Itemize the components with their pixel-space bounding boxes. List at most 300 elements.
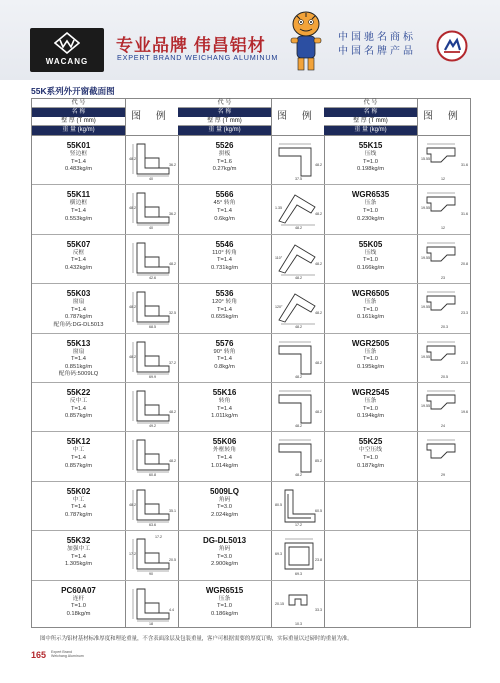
section-title: 55K系列外开窗截面图: [31, 86, 115, 96]
header-banner: [0, 0, 500, 80]
profile-info: [178, 189, 271, 223]
profile-name: 中工: [72, 496, 85, 503]
dimension-label: 40: [149, 177, 153, 181]
logo-text: WACANG: [45, 57, 89, 66]
page-brand-line-1: Expert Brand: [51, 650, 72, 654]
profile-name: 竖边框: [69, 151, 88, 157]
profile-name: 110° 转角: [212, 249, 237, 256]
dimension-label: 36.2: [169, 163, 176, 167]
trademark-badge-icon: [436, 30, 468, 62]
profile-weight: 0.857kg/m: [64, 462, 93, 469]
dimension-label: 48.2: [295, 473, 302, 478]
profile-drawing-cell: [125, 484, 178, 528]
dimension-label: 36.2: [169, 212, 176, 217]
profile-drawing-cell: [417, 187, 470, 231]
profile-drawing: [417, 434, 470, 478]
profile-drawing: [125, 336, 178, 380]
profile-weight: 1.305kg/m: [64, 561, 93, 568]
profile-thickness: T=1.6: [217, 158, 232, 165]
profile-drawing-cell: [417, 336, 470, 380]
profile-info: [178, 585, 271, 619]
profile-drawing: [417, 336, 470, 380]
dimension-label: 23.3: [461, 311, 468, 316]
profile-name: 窗扇: [72, 299, 85, 306]
row-divider: [32, 580, 470, 581]
profile-weight: 0.857kg/m: [64, 413, 93, 420]
profile-outline: [137, 144, 169, 174]
profile-drawing-cell: [125, 138, 178, 182]
profile-thickness: T=1.0: [217, 603, 232, 610]
profile-thickness: T=1.0: [363, 158, 378, 165]
profile-outline: [137, 391, 169, 421]
profile-weight: 0.161kg/m: [356, 314, 385, 321]
dimension-label: 48.2: [129, 305, 136, 310]
profile-info: [32, 239, 125, 273]
profile-drawing-cell: [271, 484, 324, 528]
profile-drawing: [417, 385, 470, 429]
dimension-label: 48.2: [169, 459, 176, 464]
dimension-label: 18: [149, 621, 153, 626]
dimension-label: 19.55: [421, 404, 430, 408]
profile-info: [32, 140, 125, 174]
profile-outline: [279, 346, 311, 374]
profile-info: [324, 189, 417, 223]
dimension-label: 17.2: [295, 522, 302, 527]
profile-drawing-cell: [271, 434, 324, 478]
profile-info: [178, 387, 271, 421]
profile-weight: 0.27kg/m: [212, 166, 237, 173]
profile-outline: [137, 589, 169, 619]
profile-info: [32, 387, 125, 421]
profile-thickness: T=1.0: [363, 257, 378, 264]
dimension-label: 37.5: [295, 177, 302, 181]
profile-drawing: [125, 286, 178, 330]
profile-drawing: [271, 583, 324, 627]
logo-mark-icon: [54, 32, 80, 54]
dimension-label: 19.55: [421, 206, 430, 211]
profile-info: [178, 288, 271, 322]
profile-name: 角码: [218, 546, 231, 553]
profile-name: 90° 转角: [213, 348, 236, 355]
dimension-label: 40: [149, 226, 153, 231]
profile-code: 55K12: [66, 437, 91, 447]
profile-thickness: T=1.4: [71, 158, 86, 165]
page-number: 165: [31, 650, 47, 660]
dimension-label: 48.2: [295, 424, 302, 428]
profile-thickness: T=1.0: [363, 405, 378, 412]
profile-weight: 0.8kg/m: [214, 363, 235, 370]
profile-name: 中空压线: [358, 447, 383, 454]
profile-drawing: [125, 138, 178, 182]
profile-name: 压条: [364, 398, 377, 404]
dimension-label: 48.2: [315, 212, 322, 217]
header-weight: 重 量 (kg/m): [32, 126, 125, 135]
dimension-label: 32.5: [169, 311, 176, 316]
profile-code: 55K32: [66, 536, 91, 546]
profile-outline: [289, 595, 307, 605]
profile-weight: 0.851kg/m: [64, 363, 93, 370]
profile-drawing: [417, 286, 470, 330]
profile-info: [178, 338, 271, 372]
slogan-line-2: 中国名牌产品: [338, 46, 416, 57]
dimension-label: 1.35: [275, 206, 282, 211]
profile-code: 55K25: [358, 437, 383, 447]
profile-thickness: T=3.0: [217, 504, 232, 511]
profile-drawing-cell: [271, 336, 324, 380]
dimension-label: 69.9: [149, 374, 156, 379]
profile-weight: 0.432kg/m: [64, 264, 93, 271]
header-example: 图 例: [131, 111, 172, 122]
profile-name: 拼板: [218, 151, 231, 157]
profile-info: [324, 387, 417, 421]
profile-thickness: T=1.4: [71, 504, 86, 511]
profile-code: 5536: [215, 289, 234, 299]
profile-outline: [279, 245, 315, 273]
profile-outline: [137, 193, 169, 223]
profile-drawing: [125, 434, 178, 478]
profile-weight: 0.655kg/m: [210, 314, 239, 321]
row-divider: [32, 530, 470, 531]
profile-info: [178, 535, 271, 569]
profile-thickness: T=1.4: [71, 207, 86, 214]
profile-code: DG-DL5013: [202, 536, 247, 546]
profile-drawing-cell: [417, 286, 470, 330]
profile-info: [32, 189, 125, 223]
profile-drawing-cell: [125, 583, 178, 627]
profile-info: [32, 585, 125, 619]
header-name: 名 称: [32, 108, 125, 117]
dimension-label: 48.2: [169, 410, 176, 414]
header-thickness: 壁 厚 (T mm): [324, 117, 417, 126]
row-divider: [32, 234, 470, 235]
profile-code: PC60A07: [61, 585, 96, 595]
profile-info: [324, 239, 417, 273]
dimension-label: 19.55: [421, 305, 430, 310]
dimension-label: 31.6: [461, 163, 468, 167]
profile-outline: [279, 444, 311, 472]
profile-drawing: [271, 237, 324, 281]
dimension-label: 48.2: [295, 275, 302, 280]
profile-drawing-cell: [125, 385, 178, 429]
header-name: 名 称: [178, 108, 271, 117]
profile-name: 角码: [218, 496, 231, 503]
profile-outline: [279, 195, 315, 223]
header-code: 代 号: [32, 99, 125, 108]
profile-thickness: T=1.4: [71, 405, 86, 412]
dimension-label: 48.2: [315, 360, 322, 365]
profile-code: 55K22: [66, 388, 91, 397]
profile-info: [32, 288, 125, 329]
dimension-label: 48.2: [129, 206, 136, 211]
profile-info: [32, 486, 125, 520]
dimension-label: 23: [441, 275, 445, 280]
profile-drawing: [125, 237, 178, 281]
profile-drawing-cell: [271, 138, 324, 182]
dimension-label: 23.3: [461, 360, 468, 365]
profile-info: [178, 486, 271, 520]
profile-name: 压条: [364, 200, 377, 207]
profile-code: WGR6535: [351, 190, 390, 200]
divider: [32, 135, 470, 136]
profile-thickness: T=1.4: [217, 257, 232, 264]
dimension-label: 19.6: [461, 410, 468, 414]
wacang-logo: [30, 28, 104, 72]
header-thickness: 壁 厚 (T mm): [178, 117, 271, 126]
dimension-label: 48.2: [295, 374, 302, 379]
profile-weight: 0.166kg/m: [356, 264, 385, 271]
profile-thickness: T=1.4: [71, 257, 86, 264]
profile-outline: [427, 197, 455, 211]
dimension-label: 120°: [275, 305, 283, 310]
dimension-label: 17.2: [129, 552, 136, 557]
profile-drawing-cell: [417, 138, 470, 182]
dimension-label: 48.2: [169, 261, 176, 266]
profile-info: [324, 436, 417, 470]
profile-drawing-cell: [271, 286, 324, 330]
profile-drawing-cell: [417, 434, 470, 478]
profile-code: 55K06: [212, 437, 237, 447]
profile-drawing: [417, 138, 470, 182]
profile-code: 55K05: [358, 239, 383, 249]
profile-name: 反框: [72, 249, 85, 256]
profile-drawing-cell: [271, 583, 324, 627]
dimension-label: 4.4: [169, 607, 174, 612]
profile-drawing: [417, 237, 470, 281]
profile-drawing: [271, 187, 324, 231]
profile-name: 转角: [218, 398, 231, 404]
profile-info: [32, 535, 125, 569]
profile-table: [31, 98, 471, 628]
profile-code: 55K01: [66, 141, 91, 150]
profile-drawing: [417, 187, 470, 231]
profile-info: [324, 140, 417, 174]
profile-info: [178, 239, 271, 273]
profile-drawing: [125, 484, 178, 528]
profile-drawing-cell: [271, 237, 324, 281]
profile-drawing-cell: [125, 434, 178, 478]
profile-outline: [427, 148, 455, 162]
profile-extra: 配角码:DG-DL5013: [53, 321, 104, 328]
profile-thickness: T=1.0: [363, 306, 378, 313]
profile-thickness: T=1.4: [217, 306, 232, 313]
profile-code: 5009LQ: [210, 486, 239, 496]
slogan-box: [338, 31, 430, 59]
row-divider: [32, 382, 470, 383]
row-divider: [32, 431, 470, 432]
dimension-label: 20.5: [169, 558, 176, 563]
profile-code: WGR2505: [351, 338, 390, 348]
dimension-label: 20.3: [441, 325, 448, 330]
profile-thickness: T=1.4: [71, 356, 86, 363]
tiger-mascot-icon: [286, 4, 326, 74]
profile-weight: 0.230kg/m: [356, 215, 385, 222]
header-code: 代 号: [324, 99, 417, 108]
dimension-label: 48.2: [295, 325, 302, 330]
dimension-label: 12: [441, 226, 445, 231]
profile-outline: [427, 444, 455, 458]
profile-name: 压条: [364, 348, 377, 355]
dimension-label: 20.8: [461, 261, 468, 266]
profile-outline: [137, 342, 169, 372]
dimension-label: 33.3: [315, 607, 322, 612]
dimension-label: 60.5: [315, 508, 322, 513]
profile-name: 压条: [218, 595, 231, 602]
profile-thickness: T=1.0: [363, 454, 378, 461]
profile-name: 横边框: [69, 200, 88, 207]
footnote: 图中所示为铝材基材标准厚度和理论重量，不含表面涂层及包装重量，客户可根据需要的厚度订购，实际重量以过磅时的重量为准。: [40, 636, 353, 642]
profile-outline: [285, 543, 313, 569]
dimension-label: 15.55: [421, 157, 430, 161]
profile-info: [32, 338, 125, 379]
dimension-label: 85.2: [315, 459, 322, 464]
dimension-label: 48.2: [315, 261, 322, 266]
header-weight: 重 量 (kg/m): [324, 126, 417, 135]
profile-info: [178, 140, 271, 174]
profile-drawing-cell: [125, 187, 178, 231]
profile-weight: 0.186kg/m: [210, 610, 239, 617]
profile-name: 压线: [364, 151, 377, 157]
profile-weight: 0.198kg/m: [356, 166, 385, 173]
dimension-label: 48.2: [315, 311, 322, 316]
profile-thickness: T=1.4: [71, 553, 86, 560]
profile-weight: 0.195kg/m: [356, 363, 385, 370]
dimension-label: 12: [441, 177, 445, 181]
profile-name: 45° 转角: [213, 200, 236, 207]
profile-weight: 0.483kg/m: [64, 166, 93, 173]
dimension-label: 19.55: [421, 255, 430, 260]
profile-drawing-cell: [271, 533, 324, 577]
profile-name: 压线: [364, 249, 377, 256]
page-brand-line-2: Weichang Aluminum: [51, 654, 84, 659]
row-divider: [32, 283, 470, 284]
profile-thickness: T=1.4: [71, 306, 86, 313]
profile-code: 55K11: [66, 190, 91, 200]
profile-outline: [137, 539, 169, 569]
header-code: 代 号: [178, 99, 271, 108]
profile-weight: 0.187kg/m: [356, 462, 385, 469]
profile-name: 中工: [72, 447, 85, 454]
profile-weight: 0.553kg/m: [64, 215, 93, 222]
dimension-label: 60.8: [149, 473, 156, 478]
header-thickness: 壁 厚 (T mm): [32, 117, 125, 126]
profile-thickness: T=1.4: [217, 405, 232, 412]
dimension-label: 10.3: [295, 621, 302, 626]
profile-thickness: T=1.4: [217, 356, 232, 363]
profile-thickness: T=1.4: [217, 454, 232, 461]
dimension-label: 90: [149, 572, 153, 577]
profile-outline: [427, 296, 455, 310]
profile-code: 55K13: [66, 338, 91, 348]
profile-weight: 1.014kg/m: [210, 462, 239, 469]
profile-outline: [137, 490, 169, 520]
profile-thickness: T=1.0: [71, 603, 86, 610]
profile-drawing-cell: [125, 237, 178, 281]
dimension-label: 80.5: [275, 502, 282, 507]
dimension-label: 48.2: [315, 163, 322, 167]
profile-code: 55K15: [358, 141, 383, 150]
dimension-label: 48.2: [295, 226, 302, 231]
profile-weight: 0.18kg/m: [66, 610, 91, 617]
profile-code: 5526: [215, 141, 234, 150]
dimension-label: 19.55: [421, 354, 430, 359]
profile-drawing: [271, 434, 324, 478]
profile-drawing: [125, 187, 178, 231]
page-brand: [51, 650, 84, 658]
profile-drawing: [271, 336, 324, 380]
profile-drawing: [125, 385, 178, 429]
profile-drawing-cell: [417, 385, 470, 429]
profile-code: 55K03: [66, 289, 91, 299]
profile-outline: [279, 294, 315, 322]
profile-drawing-cell: [125, 336, 178, 380]
profile-info: [324, 288, 417, 322]
profile-outline: [137, 292, 169, 322]
profile-weight: 1.011kg/m: [211, 413, 238, 420]
profile-drawing: [125, 583, 178, 627]
profile-drawing: [271, 484, 324, 528]
dimension-label: 48.2: [129, 157, 136, 161]
profile-name: 连杆: [72, 595, 85, 602]
profile-code: 5576: [215, 338, 234, 348]
header-example: 图 例: [423, 111, 464, 122]
dimension-label: 29: [441, 473, 445, 478]
profile-info: [178, 436, 271, 470]
dimension-label: 35.1: [169, 508, 176, 513]
profile-code: WGR2545: [351, 388, 390, 397]
profile-thickness: T=3.0: [217, 553, 232, 560]
profile-name: 窗扇: [72, 348, 85, 355]
profile-weight: 2.900kg/m: [210, 561, 239, 568]
dimension-label: 63.6: [149, 522, 156, 527]
profile-outline: [279, 148, 311, 176]
row-divider: [32, 184, 470, 185]
profile-code: 5546: [215, 239, 234, 249]
profile-outline: [427, 395, 455, 409]
profile-name: 压条: [364, 299, 377, 306]
profile-name: 外框转角: [212, 447, 237, 454]
profile-outline: [137, 243, 169, 273]
profile-code: 55K07: [66, 239, 91, 249]
dimension-label: 24: [441, 424, 445, 428]
profile-outline: [285, 490, 315, 522]
profile-weight: 0.6kg/m: [214, 215, 235, 222]
dimension-label: 37.2: [169, 360, 176, 365]
profile-name: 反中工: [69, 398, 88, 404]
dimension-label: 23.8: [315, 558, 322, 563]
profile-code: 55K16: [212, 388, 237, 397]
dimension-label: 31.6: [461, 212, 468, 217]
profile-drawing: [271, 286, 324, 330]
profile-extra: 配角码:5009LQ: [58, 371, 99, 378]
profile-code: WGR6505: [351, 289, 390, 299]
row-divider: [32, 481, 470, 482]
profile-name: 120° 转角: [211, 299, 238, 306]
profile-drawing-cell: [417, 237, 470, 281]
dimension-label: 49.2: [149, 424, 156, 428]
profile-info: [32, 436, 125, 470]
profile-drawing-cell: [271, 385, 324, 429]
profile-weight: 0.787kg/m: [64, 511, 93, 518]
dimension-label: 48.2: [129, 502, 136, 507]
profile-drawing: [271, 138, 324, 182]
profile-outline: [427, 247, 455, 261]
profile-weight: 0.194kg/m: [356, 413, 385, 420]
profile-outline: [427, 346, 455, 360]
profile-code: WGR6515: [205, 585, 244, 595]
profile-weight: 0.731kg/m: [210, 264, 239, 271]
row-divider: [32, 333, 470, 334]
profile-outline: [279, 395, 311, 423]
